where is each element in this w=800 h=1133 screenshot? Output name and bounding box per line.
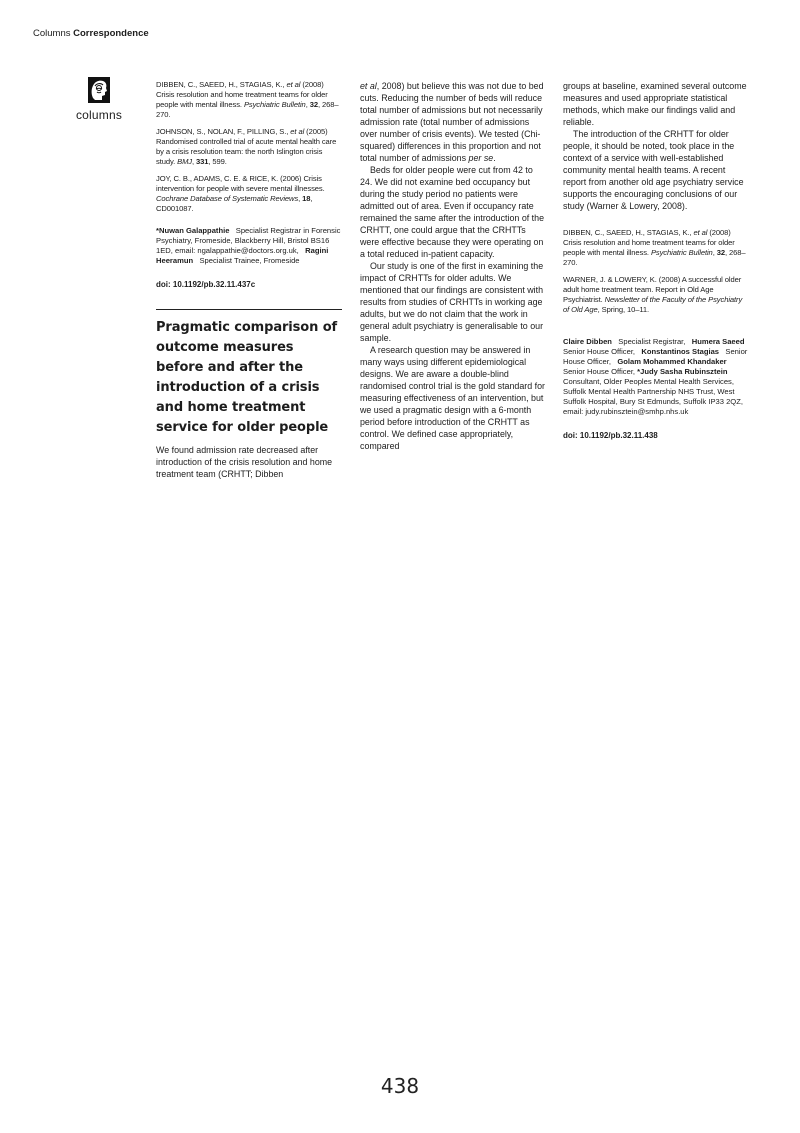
author-block	[156, 226, 342, 266]
doi: doi: 10.1192/pb.32.11.438	[563, 431, 658, 440]
author-affiliation: Specialist Trainee, Fromeside	[199, 256, 300, 265]
section-label: Columns	[33, 28, 71, 39]
paragraph: groups at baseline, examined several outcome measures and used appropriate statistical methods, which make our findings valid and reliable.	[563, 81, 747, 127]
reference-list	[563, 228, 750, 315]
article-body	[156, 444, 342, 480]
author-name: *Judy Sasha Rubinsztein	[637, 367, 728, 376]
head-profile-icon	[88, 77, 110, 103]
article-title: Pragmatic comparison of outcome measures before and after the introduction of a crisis and home treatment service for older people	[156, 320, 338, 435]
author-affiliation: Senior House Officer,	[563, 347, 748, 366]
author-affiliation: Senior House Officer,	[563, 367, 636, 376]
paragraph: Beds for older people were cut from 42 to 24. We did not examine bed occupancy but during the study period no patients were admitted out of area. Even if occupancy rate remained the same after the introduction of the CRHTT, one could argue that the CRHTTs were effective because they were operating on a total reduced in-patient capacity.	[360, 165, 545, 259]
paragraph: Our study is one of the first in examining the impact of CRHTTs for older adults. We mentioned that our findings are consistent with results from studies of CRHTTs in working age adults, but we do not claim that the work in general adult psychiatry is generalisable to our sample.	[360, 261, 544, 343]
reference-item: DIBBEN, C., SAEED, H., STAGIAS, K., et al (2008) Crisis resolution and home treatment teams for older people with mental illness. Psychiatric Bulletin, 32, 268–270.	[563, 228, 746, 267]
author-name: Ragini Heeramun	[156, 246, 329, 265]
author-affiliation: Consultant, Older Peoples Mental Health Services, Suffolk Mental Health Partnership NHS Trust, West Suffolk Hospital, Bury St Edmunds, Suffolk IP33 2QZ, email: judy.rubinsztein@smhp.nhs.uk	[563, 377, 743, 416]
paragraph: A research question may be answered in many ways using different epidemiological designs. We are aware a double-blind randomised control trial is the gold standard for measuring effectiveness of an intervention, but we used a pragmatic design with a 6-month period before introduction of the CRHTT as control. We defined case appropriately, compared	[360, 345, 545, 451]
section-divider	[156, 309, 342, 310]
subsection-label: Correspondence	[73, 28, 149, 39]
author-affiliation: Specialist Registrar in Forensic Psychiatry, Fromeside, Blackberry Hill, Bristol BS16 1ED, email: ngalappathie@doctors.org.uk,	[156, 226, 341, 255]
paragraph: The introduction of the CRHTT for older people, it should be noted, took place in the context of a service with well-established community mental health teams. A recent report from another old age psychiatry service supports the encouraging conclusions of our study (Warner & Lowery, 2008).	[563, 129, 744, 211]
author-affiliation: Specialist Registrar,	[618, 337, 686, 346]
column-3	[563, 80, 750, 440]
reference-item: DIBBEN, C., SAEED, H., STAGIAS, K., et al (2008) Crisis resolution and home treatment teams for older people with mental illness. Psychiatric Bulletin, 32, 268–270.	[156, 80, 339, 119]
paragraph: et al, 2008) but believe this was not due to bed cuts. Reducing the number of beds will reduce total number of admissions but not necessarily admission rate (total number of admissions over number of crisis events). We tested (Chi-squared) differences in this proportion and not total number of admissions per se.	[360, 81, 544, 163]
author-affiliation: Senior House Officer,	[563, 347, 636, 356]
reference-item: JOHNSON, S., NOLAN, F., PILLING, S., et al (2005) Randomised controlled trial of acute mental health care by a crisis resolution team: the north Islington crisis study. BMJ, 331, 599.	[156, 127, 337, 166]
author-name: Konstantinos Stagias	[641, 347, 720, 356]
reference-item: JOY, C. B., ADAMS, C. E. & RICE, K. (2006) Crisis intervention for people with severe mental illnesses. Cochrane Database of Systematic Reviews, 18, CD001087.	[156, 174, 325, 213]
paragraph: We found admission rate decreased after introduction of the crisis resolution and home treatment team (CRHTT; Dibben	[156, 445, 333, 479]
reference-list	[156, 80, 342, 214]
doi: doi: 10.1192/pb.32.11.437c	[156, 280, 256, 289]
reference-item: WARNER, J. & LOWERY, K. (2008) A successful older adult home treatment team. Report in Old Age Psychiatrist. Newsletter of the Faculty of the Psychiatry of Old Age, Spring, 10–11.	[563, 275, 743, 314]
author-name: *Nuwan Galappathie	[156, 226, 230, 235]
author-name: Golam Mohammed Khandaker	[617, 357, 727, 366]
columns-logo	[74, 77, 124, 122]
page-number: 438	[380, 1074, 420, 1098]
article-body	[563, 80, 750, 212]
columns-wordmark: columns	[75, 108, 123, 122]
author-block	[563, 337, 750, 417]
running-head	[33, 28, 149, 39]
column-1	[156, 80, 342, 480]
column-2	[360, 80, 547, 452]
author-name: Claire Dibben	[563, 337, 612, 346]
author-name: Humera Saeed	[691, 337, 745, 346]
